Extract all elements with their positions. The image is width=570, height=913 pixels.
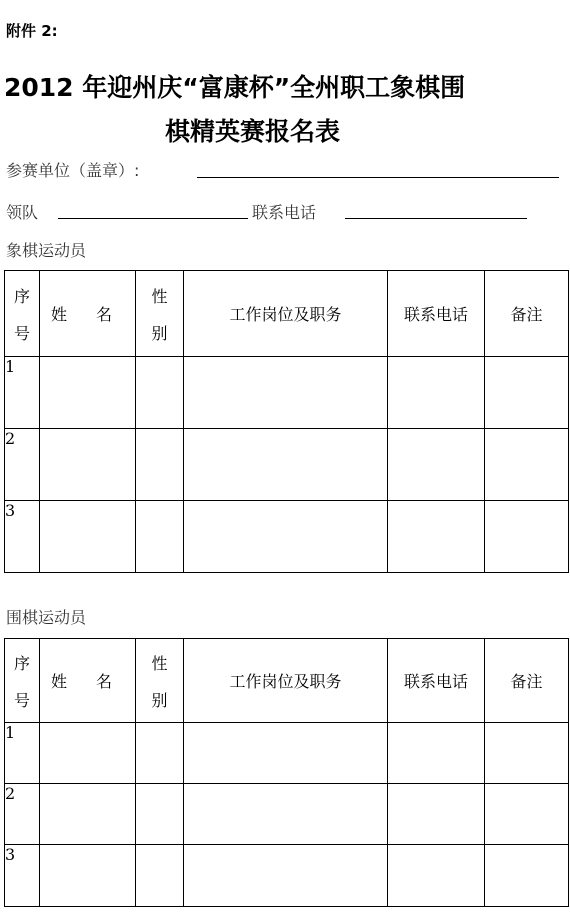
xiangqi-section-label: 象棋运动员 <box>6 241 87 260</box>
phone-cell[interactable] <box>388 845 485 907</box>
header-gender: 性 别 <box>136 639 184 723</box>
header-phone: 联系电话 <box>388 271 485 357</box>
weiqi-section-label: 围棋运动员 <box>6 608 87 627</box>
gender-cell[interactable] <box>136 429 184 501</box>
unit-label: 参赛单位（盖章）: <box>6 161 140 180</box>
job-cell[interactable] <box>184 429 388 501</box>
header-phone: 联系电话 <box>388 639 485 723</box>
row-number: 1 <box>5 723 40 784</box>
attachment-label: 附件 2: <box>6 22 58 40</box>
job-cell[interactable] <box>184 723 388 784</box>
row-number: 2 <box>5 429 40 501</box>
name-cell[interactable] <box>40 429 136 501</box>
job-cell[interactable] <box>184 845 388 907</box>
weiqi-registration-table <box>4 638 569 907</box>
table-header-row <box>5 271 569 357</box>
gender-cell[interactable] <box>136 357 184 429</box>
xiangqi-registration-table <box>4 270 569 573</box>
row-number: 3 <box>5 845 40 907</box>
phone-cell[interactable] <box>388 429 485 501</box>
leader-label: 领队 <box>6 203 39 222</box>
header-name: 姓 名 <box>40 271 136 357</box>
phone-field-line[interactable] <box>345 218 527 219</box>
table-row <box>5 357 569 429</box>
header-remark: 备注 <box>485 271 569 357</box>
header-gender: 性 别 <box>136 271 184 357</box>
header-job: 工作岗位及职务 <box>184 271 388 357</box>
gender-cell[interactable] <box>136 723 184 784</box>
unit-field-line[interactable] <box>197 177 559 178</box>
header-seq: 序 号 <box>5 639 40 723</box>
row-number: 2 <box>5 784 40 845</box>
remark-cell[interactable] <box>485 723 569 784</box>
remark-cell[interactable] <box>485 357 569 429</box>
phone-cell[interactable] <box>388 784 485 845</box>
job-cell[interactable] <box>184 501 388 573</box>
leader-field-line[interactable] <box>58 218 248 219</box>
name-cell[interactable] <box>40 845 136 907</box>
table-row <box>5 723 569 784</box>
header-seq: 序 号 <box>5 271 40 357</box>
phone-cell[interactable] <box>388 723 485 784</box>
header-remark: 备注 <box>485 639 569 723</box>
header-job: 工作岗位及职务 <box>184 639 388 723</box>
name-cell[interactable] <box>40 723 136 784</box>
table-row <box>5 845 569 907</box>
job-cell[interactable] <box>184 357 388 429</box>
phone-cell[interactable] <box>388 357 485 429</box>
row-number: 1 <box>5 357 40 429</box>
name-cell[interactable] <box>40 501 136 573</box>
page-title-line2: 棋精英赛报名表 <box>165 117 341 146</box>
phone-cell[interactable] <box>388 501 485 573</box>
header-name: 姓 名 <box>40 639 136 723</box>
name-cell[interactable] <box>40 357 136 429</box>
job-cell[interactable] <box>184 784 388 845</box>
table-row <box>5 784 569 845</box>
row-number: 3 <box>5 501 40 573</box>
table-row <box>5 429 569 501</box>
remark-cell[interactable] <box>485 845 569 907</box>
remark-cell[interactable] <box>485 501 569 573</box>
phone-label: 联系电话 <box>252 203 317 222</box>
remark-cell[interactable] <box>485 784 569 845</box>
remark-cell[interactable] <box>485 429 569 501</box>
gender-cell[interactable] <box>136 845 184 907</box>
table-row <box>5 501 569 573</box>
table-header-row <box>5 639 569 723</box>
gender-cell[interactable] <box>136 501 184 573</box>
page-title-line1: 2012 年迎州庆“富康杯”全州职工象棋围 <box>4 73 466 102</box>
name-cell[interactable] <box>40 784 136 845</box>
gender-cell[interactable] <box>136 784 184 845</box>
